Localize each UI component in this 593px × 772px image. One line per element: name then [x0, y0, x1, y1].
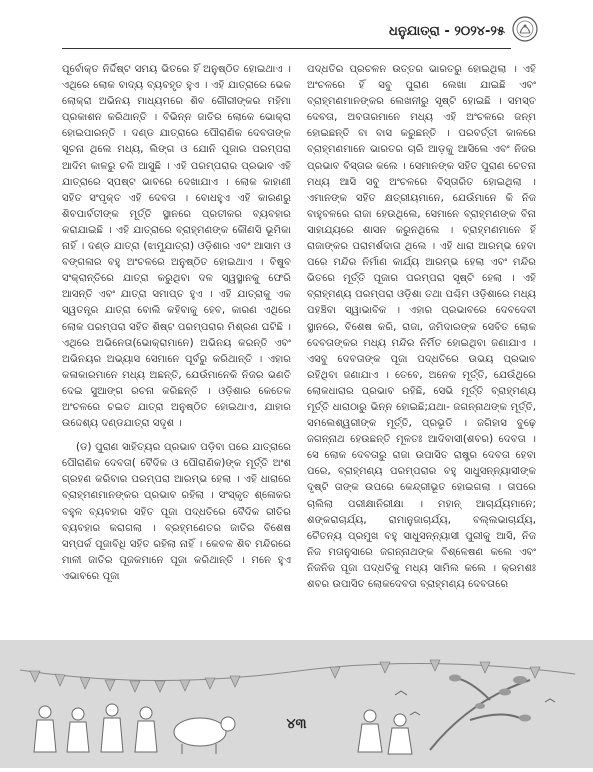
paragraph: ପଦ୍ଧତିର ପ୍ରଚଳନ ଉତ୍ତର ଭାରତରୁ ହୋଇଥିଲା । ଏହି ଅଂଚଳରେ ହିଁ ସବୁ ପୁରାଣ ଲେଖା ଯାଇଛି ଏବଂ ବ୍ରାହ୍ମଣମାନଙ୍କର ଲେଖନୀରୁ ସୃଷ୍ଟି ହୋଇଛି । ସମସ୍ତ ଦେବତା, ଅବତାରମାନେ ମଧ୍ୟ ଏହି ଅଂଚଳରେ ଜନ୍ମ ହୋଇଛନ୍ତି ବା ବାସ କରୁଛନ୍ତି । ପରବର୍ତ୍ତୀ କାଳରେ ବ୍ରାହ୍ମଣମାନେ ଭାରତର ଚାରି ଆଡ଼କୁ ଆସିଲେ ଏବଂ ନିଜର ପ୍ରଭାବ ବିସ୍ତାର କଲେ । ସେମାନଙ୍କ ସହିତ ପୁରାଣ ଚେତନା ମଧ୍ୟ ଆସି ସବୁ ଅଂଚଳରେ ବିସ୍ତାରିତ ହୋଇଥିଲା । ଏମାନଙ୍କ ସହିତ କ୍ଷତ୍ରୀୟମାନେ, ଯେଉଁମାନେ କି ନିଜ ବାହୁବଳରେ ରାଜା ହେଉଥିଲେ, ସେମାନେ ବ୍ରାହ୍ମଣଙ୍କ ବିନା ସାହାଯ୍ୟରେ ଶାସନ କରୁନଥିଲେ । ବ୍ରାହ୍ମଣମାନେ ହିଁ ରାଜାଙ୍କର ପରାମର୍ଶଦାତା ଥିଲେ । ଏହି ଧାରା ଆରମ୍ଭ ହେବା ପରେ ମନ୍ଦିର ନିର୍ମାଣ କାର୍ଯ୍ୟ ଆରମ୍ଭ ହେଲା ଏବଂ ମନ୍ଦିର ଭିତରେ ମୂର୍ତ୍ତି ପୂଜାର ପରମ୍ପରା ସୃଷ୍ଟି ହେଲା । ଏହି ବ୍ରାହ୍ମଣ୍ୟ ପରମ୍ପରା ଓଡ଼ିଶା ତଥା ପଶ୍ଚିମ ଓଡ଼ିଶାରେ ମଧ୍ୟ ପହଞ୍ଚିବା ସ୍ୱାଭାବିକ । ଏହାର ପ୍ରଭାବରେ ଦେବଦେବୀ ସ୍ଥାନରେ, ବିଶେଷ କରି, ରାଜା, ଜମିଦାରଙ୍କ ସେବିତ ଲୋକ ଦେବତାଙ୍କର ମଧ୍ୟ ମନ୍ଦିର ନିର୍ମିତ ହୋଇଥିବା ଜଣାଯାଏ । ଏସବୁ ଦେବତାଙ୍କ ପୂଜା ପଦ୍ଧତିରେ ଉଭୟ ପ୍ରଭାବ ରହିଥିବା ଜଣାଯାଏ । ତେବେ, ଅନେକ ମୂର୍ତ୍ତି, ଯେଉଁଥିରେ ଲୋକଧାରାର ପ୍ରଭାବ ରହିଛି, ସେଭି ମୂର୍ତ୍ତି ବ୍ରାହ୍ମଣ୍ୟ ମୂର୍ତ୍ତି ଧାରାଠାରୁ ଭିନ୍ନ ହୋଇଛି;ଯଥା- ଜଗନ୍ନାଥଙ୍କ ମୂର୍ତ୍ତି, ସମଲେଶ୍ୱରୀଙ୍କ ମୂର୍ତ୍ତି, ପ୍ରଭୃତି । ଜଗିହାସ ବୁଢ଼େ ଜଗନ୍ନାଥ ହେଉଛନ୍ତି ମୂଳତଃ ଆଦିବାସୀ(ଶବର) ଦେବତା । ସେ ଲୋକ ଦେବତାରୁ ରାଜା ଉପାସିତ ରାଷ୍ଟ୍ର ଦେବତା ହେବା ପରେ, ବ୍ରାହ୍ମଣ୍ୟ ପରମ୍ପରାର ବହୁ ସାଧୁସନ୍ନ୍ୟାସୀଙ୍କ ଦୃଷ୍ଟି ତାଙ୍କ ଉପରେ କେନ୍ଦ୍ରୀଭୂତ ହୋଇଗଲା । ତାପରେ ଚାଲିଲା ପରୀକ୍ଷାନିରୀକ୍ଷା । ମହାନ୍ ଆଚାର୍ଯ୍ୟମାନେ; ଶଙ୍କରାଚାର୍ଯ୍ୟ, ରାମାନୁଜାଚାର୍ଯ୍ୟ, ବଲ୍ଲଭାଚାର୍ଯ୍ୟ, ଚୈତନ୍ୟ ପ୍ରମୁଖ ବହୁ ସାଧୁସନ୍ନ୍ୟାସୀ ପୁରୀକୁ ଆସି, ନିଜ ନିଜ ମତାନୁସାରେ ଜଗନ୍ନାଥଙ୍କ ବିଶ୍ଳେଷଣ କଲେ ଏବଂ ନିଜନିଜ ପୂଜା ପଦ୍ଧତିକୁ ମଧ୍ୟ ସାମିଲ କଲେ । କ୍ରମଶଃ ଶବର ଉପାସିତ ଲୋକଦେବତା ବ୍ରାହ୍ମଣ୍ୟ ଦେବତାରେ: [307, 64, 536, 590]
decorative-footer: [0, 640, 593, 768]
paragraph: (ଡ) ପୁରାଣ ସାହିତ୍ୟର ପ୍ରଭାବ ପଡ଼ିବା ପରେ ଯାତ୍ରାରେ ପୌରାଣିକ ଦେବତା( ବୈଦିକ ଓ ପୌରାଣିକ)ଙ୍କ ମୂର୍ତ୍ତି ଅଂଶ ଗ୍ରହଣ କରିବାର ପରମ୍ପରା ଆରମ୍ଭ ହେଲା । ଏହି ଧାରାରେ ବ୍ରାହ୍ମଣମାନଙ୍କର ପ୍ରଭାବ ରହିଲା । ସଂସ୍କୃତ ଶ୍ଳୋକର ବହୁଳ ବ୍ୟବହାର ସହିତ ପୂଜା ପଦ୍ଧତିରେ ବୈଦିକ ରୀତିର ବ୍ୟବହାର କରାଗଲା । ବ୍ରହ୍ମଣେତର ଜାତିର ବିଶେଷ ସମ୍ପର୍କ ପୂଜାବିଧି ସହିତ ରହିଲା ନାହିଁ । କେବଳ ଶିବ ମନ୍ଦିରରେ ମାଳୀ ଜାତିର ପୂଜକମାନେ ପୂଜା କରିଥାନ୍ତି । ମନେ ହୁଏ ଏଭାବରେ ପୂଜା: [62, 442, 291, 582]
folk-art-illustration: [0, 640, 593, 768]
article-body: [62, 62, 536, 627]
header-rule: [62, 48, 511, 49]
paragraph: ପୂର୍ବୋକ୍ତ ନିର୍ଦ୍ଦିଷ୍ଟ ସମୟ ଭିତରେ ହିଁ ଅନୁଷ୍ଠିତ ହୋଇଥାଏ । ଏଥିରେ ଲୋକ ବାଦ୍ୟ ବ୍ୟବହୃତ ହୁଏ । ଏହି ଯାତ୍ରାରେ ଭେକ ଲୋକ୍ରା ଅଭିନୟ ମାଧ୍ୟମରେ ଶିବ ଗୌରୀଙ୍କର ମହିମା ପ୍ରକାଶନ କରିଥାନ୍ତି । ବିଭିନ୍ନ ଜାତିର ଲୋକେ ଭୋକ୍ରା ହୋଇପାରନ୍ତି । ଦଣ୍ଡ ଯାତ୍ରାରେ ପୌରାଣିକ ଦେବତାଙ୍କ ସୂଚନା ଥିଲେ ମଧ୍ୟ, ଲିଙ୍ଗ ଓ ଯୋନି ପୂଜାର ପରମ୍ପରା ଆଦିମ କାଳରୁ ଚଳି ଆସୁଛି । ଏହି ପରମ୍ପରାର ପ୍ରଭାବ ଏହି ଯାତ୍ରାରେ ସ୍ପଷ୍ଟ ଭାବରେ ଦେଖାଯାଏ । ଲୋକ କାହାଣୀ ସହିତ ସଂପୃକ୍ତ ଏହି ଦେବତା । ବୋଧହୁଏ ଏହି କାରଣରୁ ଶିବପାର୍ବତୀଙ୍କ ମୂର୍ତ୍ତି ସ୍ଥାନରେ ପ୍ରତୀକର ବ୍ୟବହାର କରାଯାଇଛି । ଏହି ଯାତ୍ରାରେ ବ୍ରାହ୍ମଣଙ୍କ କୌଣସି ଭୂମିକା ନାହିଁ । ଦଣ୍ଡ ଯାତ୍ରା (ଝାମୁଯାତ୍ରା) ଓଡ଼ିଶାର ଏବଂ ଆସାମ ଓ ବଙ୍ଗଳାର ବହୁ ଅଂଚଳରେ ଅନୁଷ୍ଠିତ ହୋଇଥାଏ । ବିଷୁବ ସଂକ୍ରାନ୍ତିରେ ଯାତ୍ରା କରୁଥିବା ଦଳ ସ୍ୱସ୍ଥାନକୁ ଫେରି ଆସନ୍ତି ଏବଂ ଯାତ୍ରା ସମାପ୍ତ ହୁଏ । ଏହି ଯାତ୍ରାକୁ ଏକ ସ୍ୱତନ୍ତ୍ର ଯାତ୍ରା ବୋଲି କହିବାକୁ ହେବ, କାରଣ ଏଥିରେ ଲୋକ ପରମ୍ପରା ସହିତ ଶିଷ୍ଟ ପରମ୍ପରାର ମିଶ୍ରଣ ଘଟିଛି । ଏଥିରେ ଅଭିନେତା(ଭୋକ୍ରାମାନେ) ଅଭିନୟ କରନ୍ତି ଏବଂ ଅଭିନୟର ଅଭ୍ୟାସ ସେମାନେ ପୂର୍ବରୁ କରିଥାନ୍ତି । ଏହାର କଳାକାରମାନେ ମଧ୍ୟ ଅଛନ୍ତି, ଯେଉଁମାନେକି ନିଜର ଭଣତି ଦେଇ ସୁଆଙ୍ଗ ରଚନା କରିଛନ୍ତି । ଓଡ଼ିଶାର କେତେକ ଅଂଚଳରେ ଚଇତ ଯାତ୍ରା ଅନୁଷ୍ଠିତ ହୋଇଥାଏ, ଯାହାର ଉଦ୍ଦେଶ୍ୟ ଦଣ୍ଡଯାତ୍ରା ସଦୃଶ ।: [62, 64, 291, 430]
left-column: [62, 62, 291, 627]
header-title: ଧନୁଯାତ୍ରା - ୨୦୨୪-୨୫: [389, 24, 505, 39]
page-number: ୪୩: [286, 716, 307, 732]
running-header: [389, 24, 505, 39]
emblem-icon: [511, 14, 539, 44]
page-header: [0, 0, 593, 62]
right-column: [307, 62, 536, 627]
